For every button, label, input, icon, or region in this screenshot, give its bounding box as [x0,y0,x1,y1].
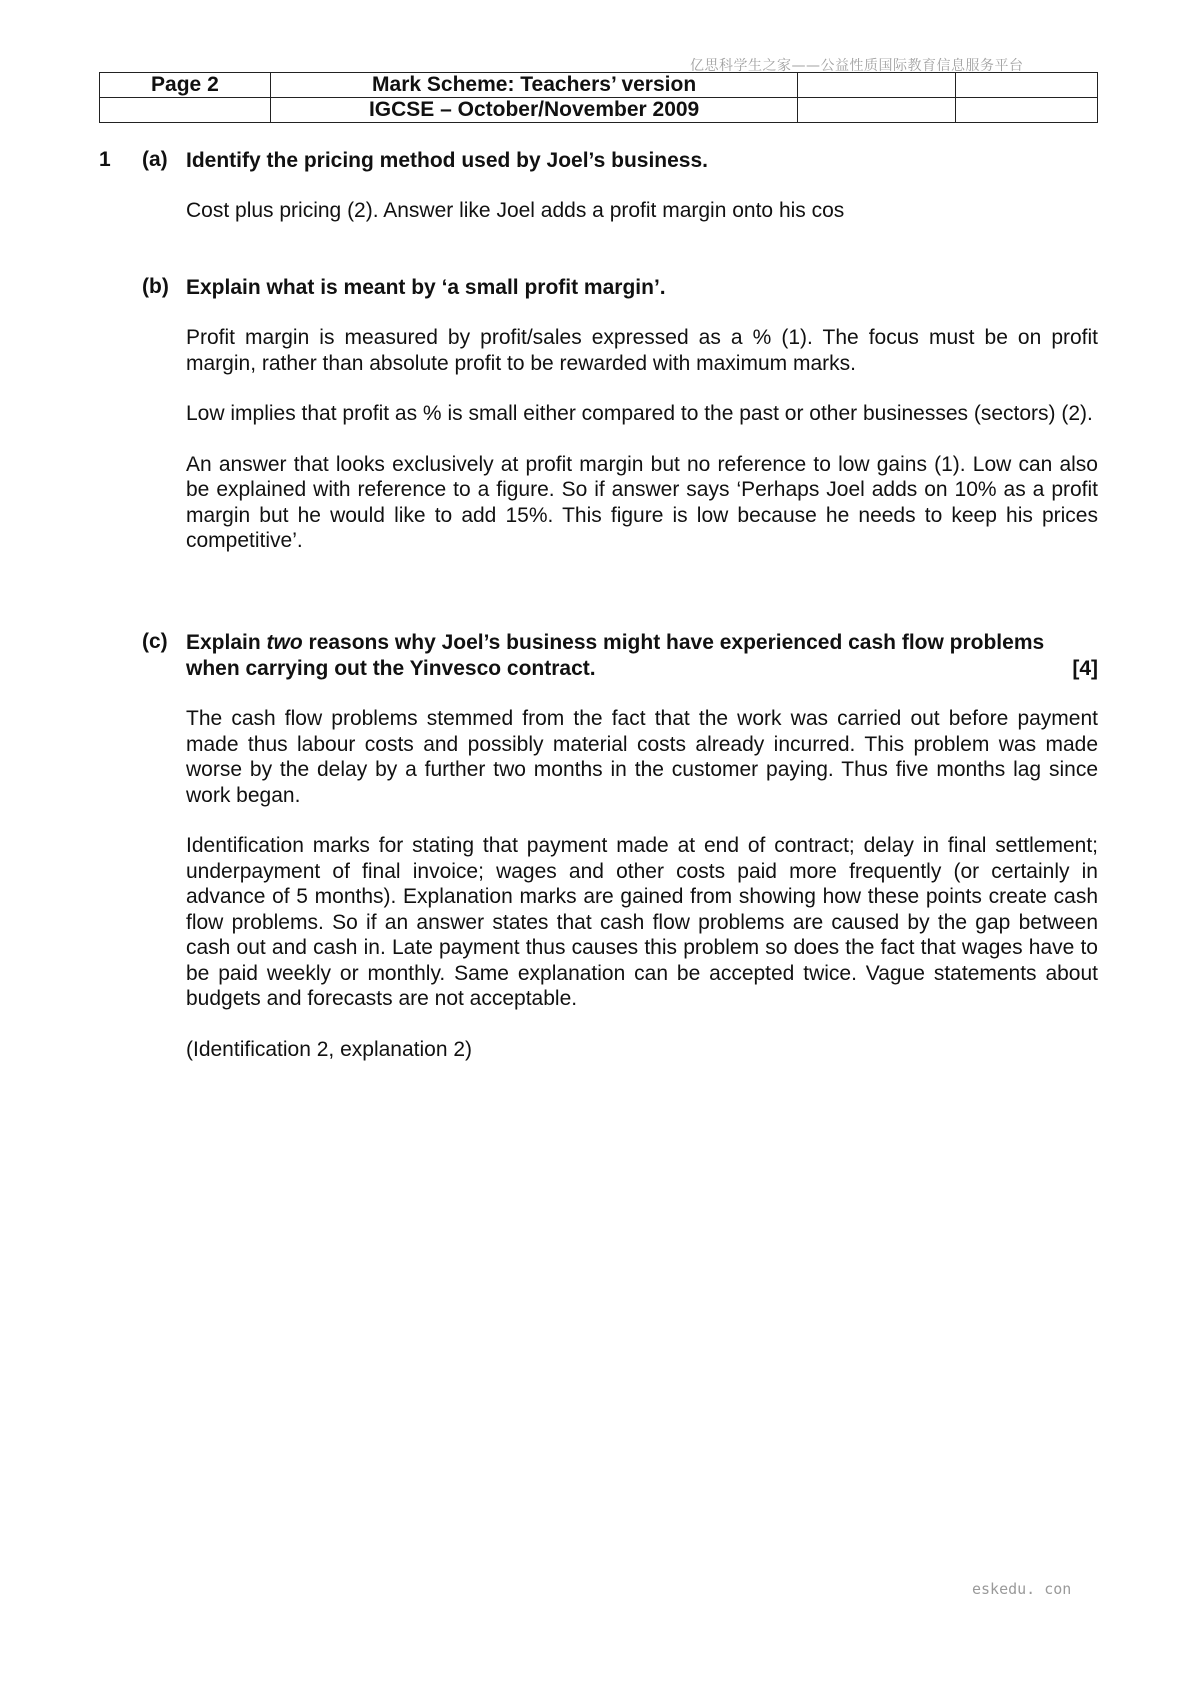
part-label: (b) [142,275,169,298]
bottom-watermark: eskedu. con [972,1580,1072,1598]
answer-paragraph: Cost plus pricing (2). Answer like Joel adds a profit margin onto his cos [186,199,845,222]
empty-cell [100,98,271,123]
top-watermark: 亿思科学生之家——公益性质国际教育信息服务平台 [690,58,1024,74]
paper-cell [956,73,1098,98]
question-line-2 [186,656,1098,682]
header-table [99,72,1098,123]
question-text: when carrying out the Yinvesco contract. [186,657,596,680]
part-question: Identify the pricing method used by Joel’s business. [186,149,708,172]
empty-cell [956,98,1098,123]
part-question [186,630,1098,656]
part-content [186,148,1098,224]
answer-paragraph: The cash flow problems stemmed from the fact that the work was carried out before payment made thus labour costs and possibly material costs already incurred. This problem was made worse by the delay by a further two months in the customer paying. Thus five months lag since work began. [186,707,1098,807]
question-emphasis: two [266,631,303,654]
answer-paragraph: Identification marks for stating that payment made at end of contract; delay in final settlement; underpayment of final invoice; wages and other costs paid more frequently (or certainly in advance of 5 months). Explanation marks are gained from showing how these points create cash flow problems. So if an answer states that cash flow problems are caused by the gap between cash out and cash in. Late payment thus causes this problem so does the fact that wages have to be paid weekly or monthly. Same explanation can be accepted twice. Vague statements about budgets and forecasts are not acceptable. [186,834,1098,1010]
header-row-2 [100,98,1098,123]
answer-paragraph: Profit margin is measured by profit/sales expressed as a % (1). The focus must be on profit margin, rather than absolute profit to be rewarded with maximum marks. [186,326,1098,375]
empty-cell [798,98,956,123]
question-number: 1 [99,148,111,171]
question-text: Explain [186,631,267,654]
header-row-1 [100,73,1098,98]
page-number-cell: Page 2 [100,73,271,98]
answer-paragraph: An answer that looks exclusively at profit margin but no reference to low gains (1). Low can also be explained with reference to a figure. So if answer says ‘Perhaps Joel adds on 10% as a profit margin but he would like to add 15%. This figure is low because he needs to keep his prices competitive’. [186,452,1098,552]
question-text: reasons why Joel’s business might have experienced cash flow problems [302,631,1045,654]
part-content [186,630,1098,1062]
document-title-cell: Mark Scheme: Teachers’ version [270,73,798,98]
part-question: Explain what is meant by ‘a small profit margin’. [186,276,666,299]
mark-allocation: [4] [1072,657,1098,680]
answer-paragraph: (Identification 2, explanation 2) [186,1037,473,1061]
syllabus-cell [798,73,956,98]
exam-session-cell: IGCSE – October/November 2009 [270,98,798,123]
part-content [186,275,1098,554]
part-label: (a) [142,148,168,171]
part-label: (c) [142,630,168,653]
answer-paragraph: Low implies that profit as % is small either compared to the past or other businesses (sectors) (2). [186,402,1093,425]
